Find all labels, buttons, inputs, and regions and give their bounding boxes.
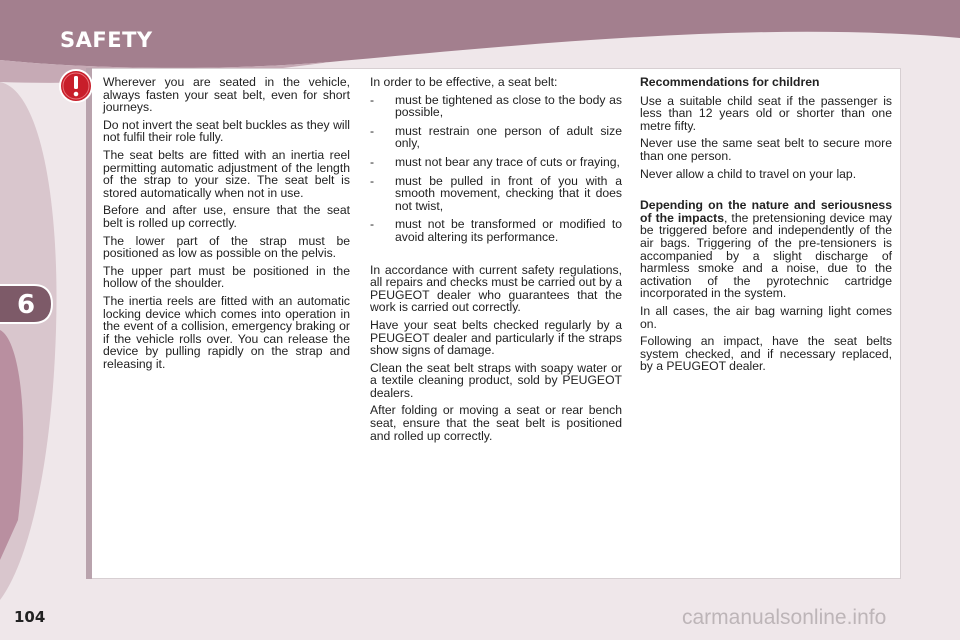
paragraph: Have your seat belts checked regularly by a PEUGEOT dealer and particularly if the straps show signs of damage. <box>370 317 622 358</box>
list-item: - must not bear any trace of cuts or fraying, <box>370 156 622 169</box>
paragraph: Use a suitable child seat if the passenger is less than 12 years old or shorter than one metre fifty. <box>640 93 892 133</box>
paragraph: Wherever you are seated in the vehicle, always fasten your seat belt, even for short journeys. <box>103 75 350 115</box>
paragraph: Following an impact, have the seat belts system checked, and if necessary replaced, by a PEUGEOT dealer. <box>640 334 892 374</box>
paragraph: Never use the same seat belt to secure more than one person. <box>640 136 892 163</box>
paragraph: In all cases, the air bag warning light comes on. <box>640 303 892 331</box>
watermark: carmanualsonline.info <box>682 606 887 629</box>
paragraph: Before and after use, ensure that the seat belt is rolled up correctly. <box>103 203 350 230</box>
paragraph: The seat belts are fitted with an inertia reel permitting automatic adjustment of the length of the strap to your size. The seat belt is stored automatically when not in use. <box>103 147 350 200</box>
column-children-recommendations <box>640 76 892 378</box>
paragraph: The inertia reels are fitted with an automatic locking device which comes into operation in the event of a collision, emergency braking or if the vehicle rolls over. You can release the device by pulling rapidly on the strap and releasing it. <box>103 293 350 371</box>
page-number: 104 <box>14 608 46 626</box>
panel-accent-bar <box>86 68 92 579</box>
warning-icon <box>58 68 94 104</box>
paragraph: In accordance with current safety regulations, all repairs and checks must be carried out by a PEUGEOT dealer who guarantees that the work is carried out correctly. <box>370 262 622 315</box>
column-seat-belt-effectiveness <box>370 76 622 447</box>
paragraph: Clean the seat belt straps with soapy water or a textile cleaning product, sold by PEUGEOT dealers. <box>370 360 622 400</box>
column-seat-belt-usage <box>103 76 350 375</box>
list-item: - must be tightened as close to the body as possible, <box>370 94 622 119</box>
list-item: - must restrain one person of adult size only, <box>370 125 622 150</box>
page-title: SAFETY <box>60 28 153 52</box>
section-heading: Recommendations for children <box>640 75 820 89</box>
bold-lead: Depending on the nature and seriousness of the impacts <box>640 198 892 225</box>
list-item: - must not be transformed or modified to avoid altering its performance. <box>370 218 622 243</box>
paragraph: Do not invert the seat belt buckles as they will not fulfil their role fully. <box>103 117 350 145</box>
paragraph: The lower part of the strap must be positioned as low as possible on the pelvis. <box>103 233 350 261</box>
paragraph: Never allow a child to travel on your lap. <box>640 166 857 181</box>
list-item: - must be pulled in front of you with a smooth movement, checking that it does not twist, <box>370 175 622 213</box>
list-intro: In order to be effective, a seat belt: <box>370 75 558 89</box>
paragraph: After folding or moving a seat or rear bench seat, ensure that the seat belt is positioned and rolled up correctly. <box>370 403 622 443</box>
requirements-list <box>370 94 622 244</box>
paragraph-rest: , the pretensioning device may be triggered before and independently of the air bags. Triggering of the pre-tensioners is accompanied by a slight discharge of harmless smoke and a noise, due to the activation of the pyrotechnic cartridge incorporated in the system. <box>640 210 892 301</box>
chapter-tab <box>0 279 56 329</box>
paragraph: The upper part must be positioned in the hollow of the shoulder. <box>103 263 350 291</box>
chapter-number: 6 <box>16 290 36 320</box>
pretensioner-paragraph <box>640 199 892 300</box>
